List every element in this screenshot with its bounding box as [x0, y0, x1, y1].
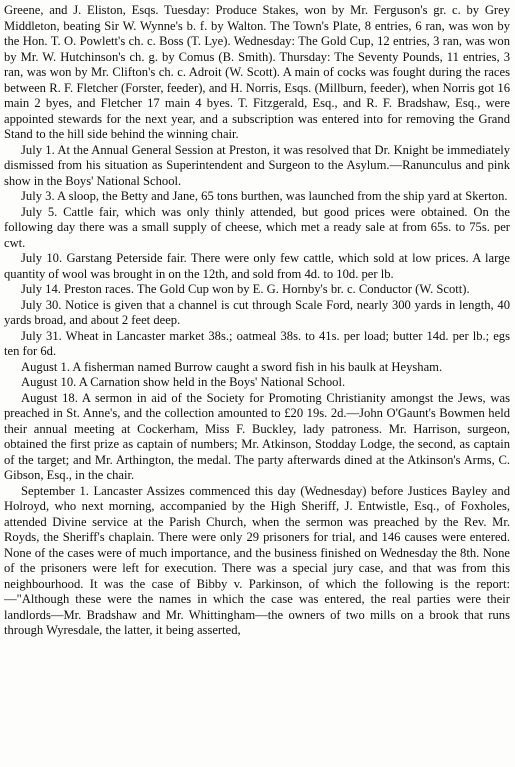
paragraph-july-1: July 1. At the Annual General Session at Preston, it was resolved that Dr. Knight be immediately dismissed from his situation as Superintendent and Surgeon to the Asylum.—Ranunculus and pink show in the Boys' National School. [4, 142, 510, 188]
paragraph-august-18: August 18. A sermon in aid of the Society for Promoting Christianity amongst the Jews, was preached in St. Anne's, and the collection amounted to £20 19s. 2d.—John O'Gaunt's Bowmen held their annual meeting at Cockerham, Miss F. Buckley, lady patroness. Mr. Harrison, surgeon, obtained the first prize as captain of numbers; Mr. Atkinson, Stodday Lodge, the second, as captain of the target; and Mr. Arthington, the medal. The party afterwards dined at the Atkinson's Arms, C. Gibson, Esq., in the chair. [4, 390, 510, 482]
paragraph-july-14: July 14. Preston races. The Gold Cup won by E. G. Hornby's br. c. Conductor (W. Scott). [21, 282, 470, 296]
paragraph-lancaster-races: Greene, and J. Eliston, Esqs. Tuesday: Produce Stakes, won by Mr. Ferguson's gr. c. by Grey Middleton, beating Sir W. Wynne's b. f. by Walton. The Town's Plate, 8 entries, 6 ran, was won by the Hon. T. O. Powlett's ch. c. Boss (T. Lye). Wednesday: The Gold Cup, 12 entries, 3 ran, was won by Mr. W. Hutchinson's ch. g. by Comus (B. Smith). Thursday: The Seventy Pounds, 11 entries, 3 ran, was won by Mr. Clifton's ch. c. Adroit (W. Scott). A main of cocks was fought during the races between R. F. Fletcher (Forster, feeder), and H. Norris, Esqs. (Millburn, feeder), when Norris got 16 main 2 byes, and Fletcher 17 main 4 byes. T. Fitzgerald, Esq., and R. F. Bradshaw, Esq., were appointed stewards for the next year, and a subscription was entered into for removing the Grand Stand to the hill side behind the winning chair. [4, 3, 510, 141]
paragraph-july-31: July 31. Wheat in Lancaster market 38s.; oatmeal 38s. to 41s. per load; butter 14d. per lb.; egs ten for 6d. [4, 328, 510, 358]
paragraph-july-10: July 10. Garstang Peterside fair. There were only few cattle, which sold at low prices. A large quantity of wool was brought in on the 12th, and sold from 4d. to 10d. per lb. [4, 251, 510, 281]
paragraph-july-5: July 5. Cattle fair, which was only thinly attended, but good prices were obtained. On the following day there was a small supply of cheese, which met a ready sale at from 65s. to 75s. per cwt. [4, 204, 510, 250]
paragraph-august-10: August 10. A Carnation show held in the Boys' National School. [21, 375, 346, 389]
paragraph-july-3: July 3. A sloop, the Betty and Jane, 65 tons burthen, was launched from the ship yard at Skerton. [21, 189, 508, 203]
paragraph-september-1: September 1. Lancaster Assizes commenced this day (Wednesday) before Justices Bayley and Holroyd, who next morning, accompanied by the High Sheriff, J. Entwistle, Esq., of Foxholes, attended Divine service at the Parish Church, when the sermon was preached by the Rev. Mr. Royds, the Sheriff's chaplain. There were only 29 prisoners for trial, and 146 causes were entered. None of the cases were of much importance, and the business finished on Wednesday the 8th. None of the prisoners were left for execution. There was a special jury case, and that was from this neighbourhood. It was the case of Bibby v. Parkinson, of which the following is the report:—"Although these were the names in which the case was entered, the real parties were their landlords—Mr. Bradshaw and Mr. Whittingham—the owners of two mills on a brook that runs through Wyresdale, the latter, it being asserted, [4, 483, 510, 637]
paragraph-august-1: August 1. A fisherman named Burrow caught a sword fish in his baulk at Heysham. [21, 359, 443, 374]
paragraph-july-30: July 30. Notice is given that a channel is cut through Scale Ford, nearly 300 yards in length, 40 yards broad, and about 2 feet deep. [4, 297, 510, 327]
